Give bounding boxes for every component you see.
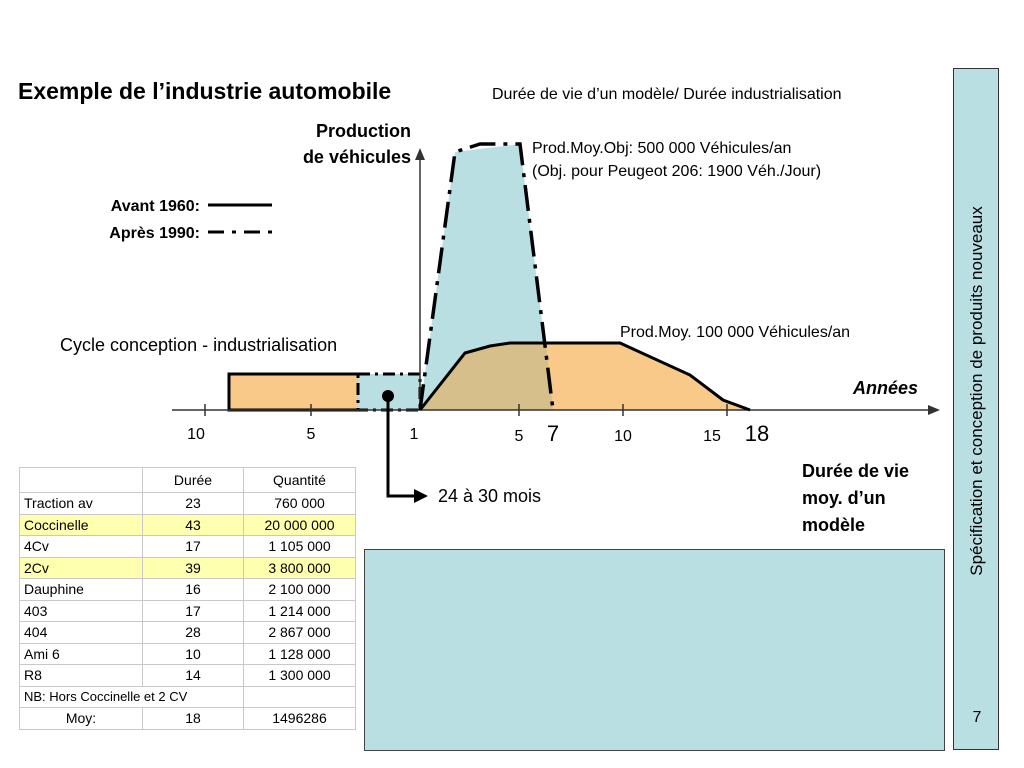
table-row [20, 536, 356, 558]
table-cell-duree: 14 [143, 665, 244, 687]
tick-label-5-left: 5 [306, 426, 316, 443]
table-cell-quantite: 2 100 000 [244, 579, 356, 601]
table-note: NB: Hors Coccinelle et 2 CV [20, 686, 244, 708]
table-cell-quantite: 2 867 000 [244, 622, 356, 644]
table-cell-duree: 17 [143, 600, 244, 622]
table-cell-quantite: 3 800 000 [244, 557, 356, 579]
table-average-row [20, 708, 356, 730]
table-header-name [20, 468, 143, 493]
table-header-quantite: Quantité [244, 468, 356, 493]
table-cell-quantite: 1 105 000 [244, 536, 356, 558]
table-note-row [20, 686, 356, 708]
table-row [20, 579, 356, 601]
annotation-average: Prod.Moy. 100 000 Véhicules/an [620, 324, 851, 341]
side-panel-title: Spécification et conception de produits nouveaux [967, 206, 986, 576]
table-cell-name: Coccinelle [20, 514, 143, 536]
table-cell-duree: 39 [143, 557, 244, 579]
annotation-objective-line2: (Obj. pour Peugeot 206: 1900 Véh./Jour) [532, 163, 822, 180]
table-row [20, 557, 356, 579]
table-cell-name: R8 [20, 665, 143, 687]
table-cell-quantite: 20 000 000 [244, 514, 356, 536]
tick-label-7: 7 [546, 421, 560, 446]
empty-panel [364, 549, 945, 751]
table-cell-duree: 43 [143, 514, 244, 536]
annotation-objective-line1: Prod.Moy.Obj: 500 000 Véhicules/an [532, 140, 792, 157]
side-panel [953, 68, 999, 750]
table-row [20, 665, 356, 687]
table-cell-duree: 16 [143, 579, 244, 601]
table-cell-duree: 28 [143, 622, 244, 644]
table-cell-name: Traction av [20, 493, 143, 515]
tick-label-15: 15 [703, 428, 721, 445]
table-header-row [20, 468, 356, 493]
legend-label-after-1990: Après 1990: [109, 225, 200, 242]
table-cell-duree: 10 [143, 643, 244, 665]
table-cell-quantite: 1 300 000 [244, 665, 356, 687]
table-cell-quantite: 1 214 000 [244, 600, 356, 622]
tick-label-10-right: 10 [614, 428, 632, 445]
table-cell-name: 404 [20, 622, 143, 644]
table-cell-name: 2Cv [20, 557, 143, 579]
model-lifespan-table [19, 467, 356, 730]
y-axis-label-line1: Production [316, 121, 411, 141]
table-cell-quantite: 1 128 000 [244, 643, 356, 665]
table-cell-name: Dauphine [20, 579, 143, 601]
page-number: 7 [972, 709, 982, 726]
lifespan-label: Durée de vie moy. d’un modèle [802, 461, 910, 535]
y-axis-arrow [415, 148, 425, 160]
table-header-duree: Durée [143, 468, 244, 493]
slide-subtitle: Durée de vie d’un modèle/ Durée industrialisation [492, 86, 842, 103]
tick-label-10-left: 10 [187, 426, 205, 443]
table-average-quantite: 1496286 [244, 708, 356, 730]
table-cell-duree: 23 [143, 493, 244, 515]
table-cell-name: 4Cv [20, 536, 143, 558]
callout-label: 24 à 30 mois [438, 486, 542, 506]
table-cell-name: 403 [20, 600, 143, 622]
y-axis-label-line2: de véhicules [302, 147, 411, 167]
table-row [20, 493, 356, 515]
tick-label-1: 1 [409, 426, 419, 443]
table-cell-quantite: 760 000 [244, 493, 356, 515]
table-row [20, 643, 356, 665]
tick-label-5-right: 5 [514, 428, 524, 445]
table-average-duree: 18 [143, 708, 244, 730]
table-row [20, 514, 356, 536]
callout-arrow [414, 489, 428, 503]
table-cell-name: Ami 6 [20, 643, 143, 665]
tick-label-18: 18 [744, 421, 770, 446]
design-cycle-old-box [229, 374, 360, 410]
slide-title: Exemple de l’industrie automobile [18, 78, 392, 104]
legend-label-before-1960: Avant 1960: [110, 198, 200, 215]
table-row [20, 622, 356, 644]
table-row [20, 600, 356, 622]
cycle-label: Cycle conception - industrialisation [60, 335, 338, 355]
x-axis-label: Années [852, 378, 918, 398]
table-cell-duree: 17 [143, 536, 244, 558]
table-average-label: Moy: [20, 708, 143, 730]
x-axis-arrow [928, 405, 940, 415]
